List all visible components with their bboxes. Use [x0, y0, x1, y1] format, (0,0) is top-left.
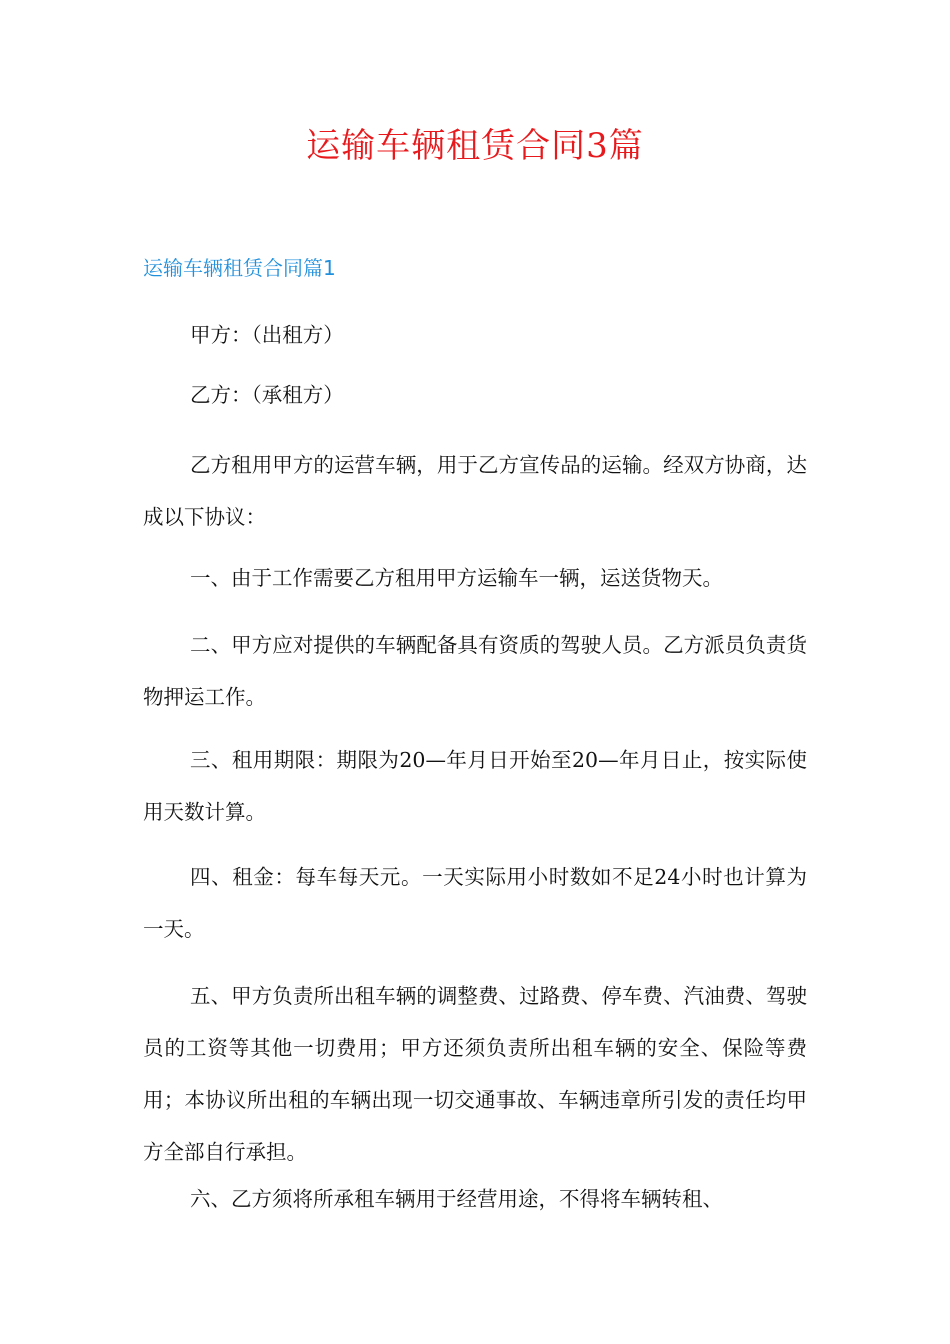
clause-6: 六、乙方须将所承租车辆用于经营用途，不得将车辆转租、 [190, 1187, 723, 1211]
document-title: 运输车辆租赁合同3篇 [306, 126, 644, 166]
clause-5: 五、甲方负责所出租车辆的调整费、过路费、停车费、汽油费、驾驶员的工资等其他一切费用；甲方还须负责所出租车辆的安全、保险等费用；本协议所出租的车辆出现一切交通事故、车辆违章所引发的责任均甲方全部自行承担。 [143, 984, 807, 1164]
intro-paragraph: 乙方租用甲方的运营车辆，用于乙方宣传品的运输。经双方协商，达成以下协议： [143, 453, 807, 529]
section-heading: 运输车辆租赁合同篇1 [143, 256, 336, 280]
clause-3: 三、租用期限：期限为20—年月日开始至20—年月日止，按实际使用天数计算。 [143, 748, 807, 824]
clause-2: 二、甲方应对提供的车辆配备具有资质的驾驶人员。乙方派员负责货物押运工作。 [143, 633, 807, 709]
party-b-line: 乙方：（承租方） [190, 383, 344, 407]
party-a-line: 甲方：（出租方） [190, 323, 344, 347]
clause-4: 四、租金：每车每天元。一天实际用小时数如不足24小时也计算为一天。 [143, 865, 807, 941]
clause-1: 一、由于工作需要乙方租用甲方运输车一辆，运送货物天。 [190, 566, 723, 590]
